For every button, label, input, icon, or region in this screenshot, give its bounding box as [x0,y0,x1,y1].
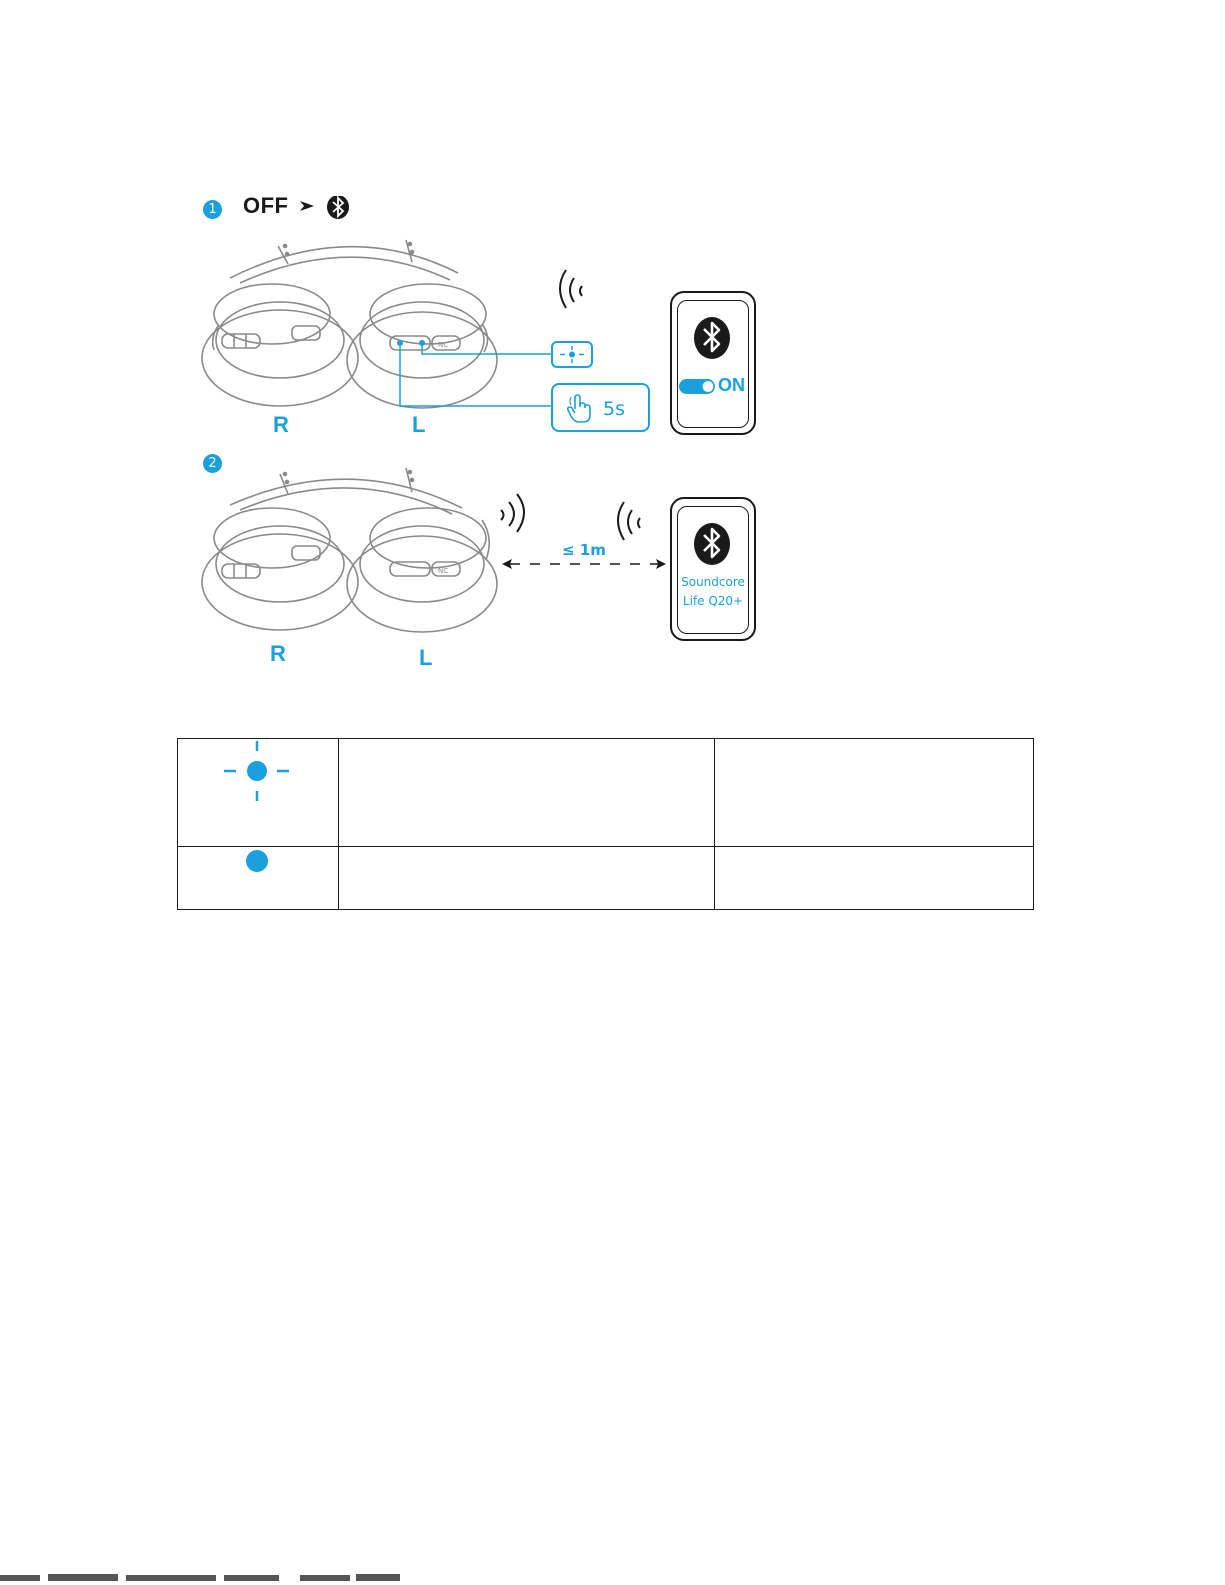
svg-text:NC: NC [438,567,449,575]
signal-waves-icon [552,266,592,316]
svg-text:NC: NC [438,341,449,349]
headphones-illustration-step2 [200,460,500,640]
led-flashing-icon [178,739,338,842]
device-name-line1[interactable]: Soundcore [681,575,745,589]
led-description-cell [715,739,1034,847]
bluetooth-icon [692,315,732,361]
bluetooth-icon [692,521,732,567]
right-label-step1: R [273,412,289,437]
table-row [178,847,1034,910]
arrow-to-bluetooth-icon [296,196,356,220]
hold-time-text: 5s [603,398,625,420]
led-icon-cell [178,739,339,847]
led-status-cell [339,739,715,847]
finger-press-icon [565,393,595,425]
bluetooth-toggle[interactable] [678,377,718,397]
table-row [178,739,1034,847]
led-flashing-small-icon [553,343,591,366]
distance-arrow [500,556,668,572]
phone-step2 [670,497,756,641]
left-label-step2: L [419,645,433,670]
phone-signal-waves-icon [610,498,650,548]
off-label: OFF [243,193,289,218]
led-status-table [177,738,1034,910]
headphone-signal-waves-icon [495,490,535,540]
flashing-led-callout [551,341,593,368]
toggle-on-label: ON [718,375,745,395]
step-2-badge: 2 [203,454,222,473]
left-label-step1: L [412,412,426,437]
led-solid-icon [178,847,338,905]
callout-lines [396,338,556,410]
step-1-badge: 1 [203,200,222,219]
phone-step1 [670,291,756,435]
device-name-line2[interactable]: Life Q20+ [682,594,744,608]
led-status-cell [339,847,715,910]
led-icon-cell [178,847,339,910]
right-label-step2: R [270,641,286,666]
hold-5s-callout [551,383,650,432]
led-description-cell [715,847,1034,910]
cut-off-footer-text [0,1571,1225,1585]
distance-label: ≤ 1m [562,541,606,559]
